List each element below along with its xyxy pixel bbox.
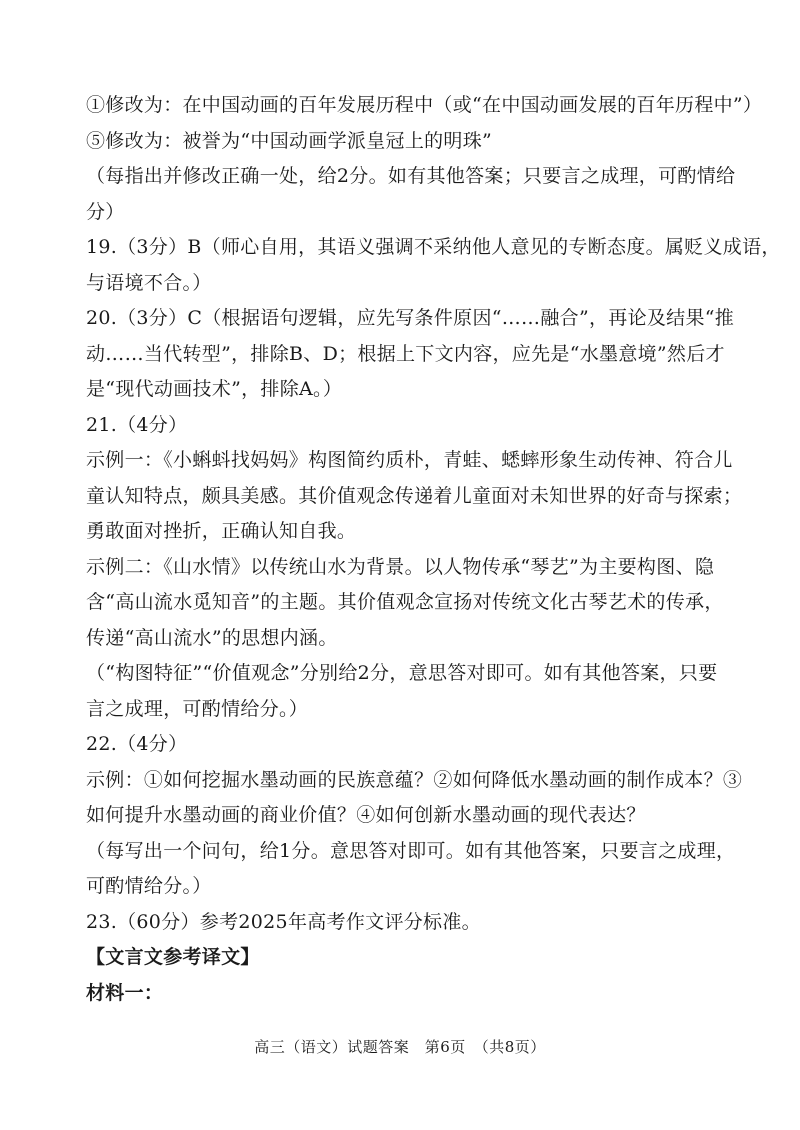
answer-content [86, 88, 781, 1011]
scoring-note-22: （每写出一个问句，给1分。意思答对即可。如有其他答案，只要言之成理， [86, 839, 736, 862]
material-1-heading: 材料一： [86, 981, 164, 1004]
example-1-cont-2: 勇敢面对挫折，正确认知自我。 [86, 520, 357, 542]
answer-20: 20.（3分）C（根据语句逻辑，应先写条件原因“……融合”，再论及结果“推 [86, 307, 735, 329]
example-2-cont-2: 传递“高山流水”的思想内涵。 [86, 626, 338, 649]
question-22-heading: 22.（4分） [86, 733, 188, 755]
page-footer: 高三（语文）试题答案 第6页 （共8页） [254, 1038, 546, 1056]
scoring-note-18: （每指出并修改正确一处，给2分。如有其他答案；只要言之成理，可酌情给 [86, 165, 736, 187]
example-1-cont-1: 童认知特点，颇具美感。其价值观念传递着儿童面对未知世界的好奇与探索； [86, 484, 743, 507]
example-22-cont: 如何提升水墨动画的商业价值？④如何创新水墨动画的现代表达？ [86, 804, 646, 826]
example-22: 示例：①如何挖掘水墨动画的民族意蕴？②如何降低水墨动画的制作成本？③ [86, 768, 743, 791]
answer-20-cont-2: 是“现代动画技术”，排除A。） [86, 378, 343, 400]
scoring-note-21: （“构图特征”“价值观念”分别给2分，意思答对即可。如有其他答案，只要 [86, 662, 718, 684]
scoring-note-22-cont: 可酌情给分。） [86, 875, 212, 897]
revision-1: ①修改为：在中国动画的百年发展历程中（或“在中国动画发展的百年历程中”） [86, 94, 763, 116]
section-heading-translation: 【文言文参考译文】 [86, 946, 260, 968]
example-1: 示例一：《小蝌蚪找妈妈》构图简约质朴，青蛙、蟋蟀形象生动传神、符合儿 [86, 449, 733, 471]
scoring-note-18-cont: 分） [86, 200, 125, 223]
answer-23: 23.（60分）参考2025年高考作文评分标准。 [86, 910, 481, 933]
question-21-heading: 21.（4分） [86, 413, 188, 436]
answer-19: 19.（3分）B（师心自用，其语义强调不采纳他人意见的专断态度。属贬义成语， [86, 236, 781, 258]
example-2-cont-1: 含“高山流水觅知音”的主题。其价值观念宣扬对传统文化古琴艺术的传承， [86, 591, 724, 613]
revision-5: ⑤修改为：被誉为“中国动画学派皇冠上的明珠” [86, 129, 493, 152]
answer-20-cont-1: 动……当代转型”，排除B、D；根据上下文内容，应先是“水墨意境”然后才 [86, 342, 725, 365]
scoring-note-21-cont: 言之成理，可酌情给分。） [86, 697, 309, 720]
answer-19-cont: 与语境不合。） [86, 271, 212, 294]
example-2: 示例二：《山水情》以传统山水为背景。以人物传承“琴艺”为主要构图、隐 [86, 555, 715, 578]
